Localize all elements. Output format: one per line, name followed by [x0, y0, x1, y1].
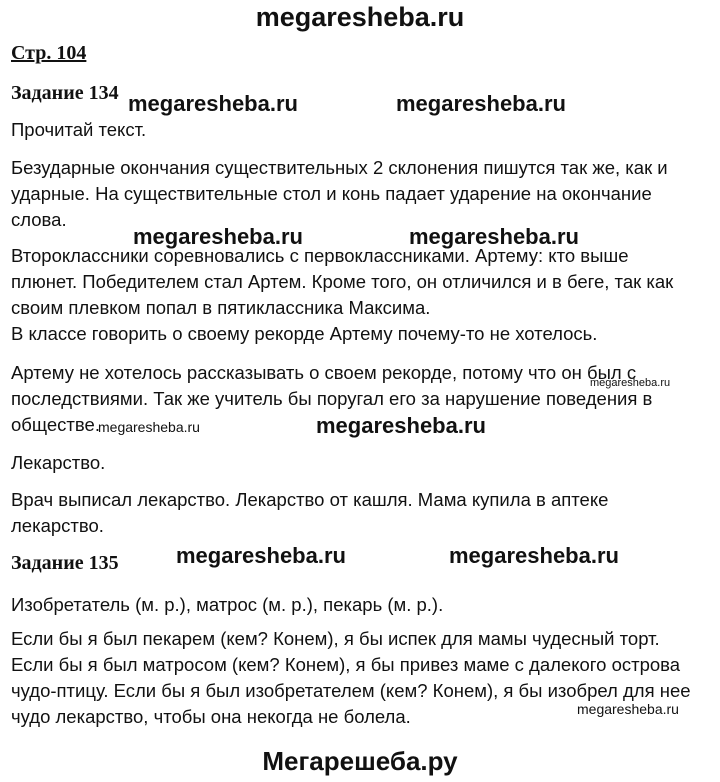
sentence-line: лекарство.: [11, 515, 104, 536]
sentence-line: Врач выписал лекарство. Лекарство от кашля. Мама купила в аптеке: [11, 489, 609, 510]
watermark: megaresheba.ru: [409, 224, 579, 249]
watermark-small: megaresheba.ru: [98, 419, 200, 435]
text-line: Если бы я был матросом (кем? Конем), я бы привез маме с далекого острова: [11, 654, 681, 675]
rule-line: слова.: [11, 209, 67, 230]
text-line: Если бы я был пекарем (кем? Конем), я бы испек для мамы чудесный торт.: [11, 628, 660, 649]
nouns-line: Изобретатель (м. р.), матрос (м. р.), пекарь (м. р.).: [11, 594, 444, 615]
answer-line: обществе.: [11, 414, 100, 435]
task-134-title: Задание 134: [11, 82, 119, 104]
story-line: своим плевком попал в пятиклассника Максима.: [11, 297, 431, 318]
rule-line: Безударные окончания существительных 2 склонения пишутся так же, как и: [11, 157, 668, 178]
task-135-title: Задание 135: [11, 552, 119, 574]
watermark: megaresheba.ru: [396, 91, 566, 116]
read-prompt: Прочитай текст.: [11, 119, 147, 140]
answer-line: последствиями. Так же учитель бы поругал его за нарушение поведения в: [11, 388, 653, 409]
story-line: Второклассники соревновались с первоклассниками. Артему: кто выше: [11, 245, 629, 266]
site-footer: Мегарешеба.ру: [262, 746, 458, 776]
site-header: megaresheba.ru: [255, 2, 465, 32]
watermark: megaresheba.ru: [316, 413, 486, 438]
watermark-small: megaresheba.ru: [590, 377, 671, 389]
page-reference: Стр. 104: [11, 42, 87, 64]
story-line: В классе говорить о своему рекорде Артему почему-то не хотелось.: [11, 323, 598, 344]
story-line: плюнет. Победителем стал Артем. Кроме того, он отличился и в беге, так как: [11, 271, 674, 292]
watermark-small: megaresheba.ru: [577, 701, 679, 717]
watermark: megaresheba.ru: [176, 543, 346, 568]
rule-line: ударные. На существительные стол и конь падает ударение на окончание: [11, 183, 652, 204]
watermark: megaresheba.ru: [133, 224, 303, 249]
watermark: megaresheba.ru: [128, 91, 298, 116]
word-line: Лекарство.: [11, 452, 106, 473]
answer-line: Артему не хотелось рассказывать о своем рекорде, потому что он был с: [11, 362, 637, 383]
watermark: megaresheba.ru: [449, 543, 619, 568]
text-line: чудо лекарство, чтобы она некогда не болела.: [11, 706, 411, 727]
text-line: чудо-птицу. Если бы я был изобретателем (кем? Конем), я бы изобрел для нее: [11, 680, 691, 701]
